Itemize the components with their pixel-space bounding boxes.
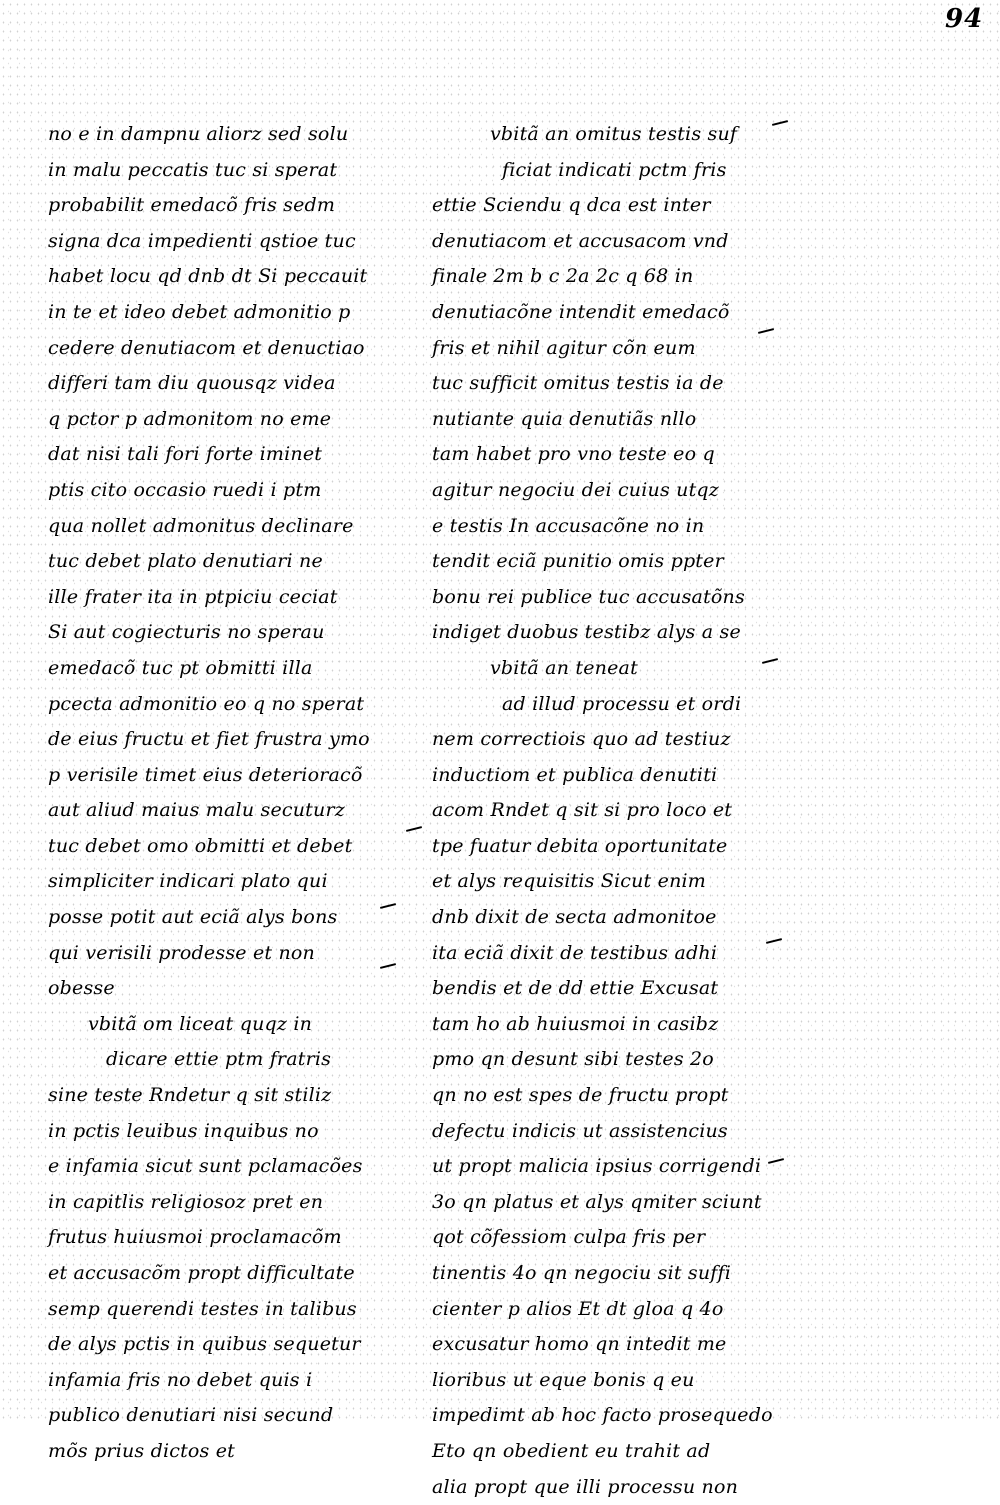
manuscript-line: de alys pctis in quibus sequetur	[48, 1333, 361, 1356]
manuscript-line: nutiante quia denutiãs nllo	[432, 407, 697, 430]
manuscript-line: publico denutiari nisi secund	[48, 1404, 334, 1427]
manuscript-line: ptis cito occasio ruedi i ptm	[48, 478, 322, 501]
manuscript-line: agitur negociu dei cuius utqz	[432, 478, 719, 501]
manuscript-line: qua nollet admonitus declinare	[48, 514, 354, 537]
manuscript-line: ettie Sciendu q dca est inter	[432, 194, 711, 217]
manuscript-line: vbitã an omitus testis suf	[490, 123, 738, 145]
manuscript-line: finale 2m b c 2a 2c q 68 in	[432, 265, 694, 288]
manuscript-line: e infamia sicut sunt pclamacões	[48, 1155, 363, 1178]
manuscript-line: vbitã an teneat	[490, 656, 638, 679]
manuscript-line: dat nisi tali fori forte iminet	[48, 443, 323, 466]
manuscript-line: fris et nihil agitur cõn eum	[432, 336, 696, 359]
manuscript-line: in te et ideo debet admonitio p	[48, 300, 351, 323]
manuscript-line: infamia fris no debet quis i	[48, 1368, 313, 1391]
manuscript-line: ad illud processu et ordi	[502, 692, 742, 715]
manuscript-line: in malu peccatis tuc si sperat	[48, 158, 338, 181]
manuscript-line: alia propt que illi processu non	[432, 1475, 739, 1498]
manuscript-line: obesse	[48, 977, 115, 1000]
manuscript-line: sine teste Rndetur q sit stiliz	[48, 1084, 332, 1107]
manuscript-line: emedacõ tuc pt obmitti illa	[48, 656, 313, 679]
manuscript-line: ficiat indicati pctm fris	[502, 158, 727, 181]
manuscript-line: simpliciter indicari plato qui	[48, 870, 328, 893]
manuscript-line: Si aut cogiecturis no sperau	[48, 621, 325, 644]
manuscript-line: ut propt malicia ipsius corrigendi	[432, 1155, 762, 1178]
manuscript-line: tpe fuatur debita oportunitate	[432, 834, 728, 857]
manuscript-line: tuc debet plato denutiari ne	[48, 550, 323, 573]
manuscript-line: aut aliud maius malu secuturz	[48, 799, 345, 822]
manuscript-line: et accusacõm propt difficultate	[48, 1262, 355, 1284]
manuscript-line: Eto qn obedient eu trahit ad	[432, 1439, 711, 1462]
manuscript-line: cienter p alios Et dt gloa q 4o	[432, 1297, 724, 1320]
manuscript-line: q pctor p admonitom no eme	[48, 407, 332, 430]
manuscript-line: pmo qn desunt sibi testes 2o	[432, 1048, 714, 1071]
manuscript-line: vbitã om liceat quqz in	[88, 1012, 313, 1035]
manuscript-line: qot cõfessiom culpa fris per	[432, 1226, 706, 1249]
manuscript-line: differi tam diu quousqz videa	[48, 372, 336, 395]
manuscript-line: defectu indicis ut assistencius	[432, 1119, 728, 1142]
manuscript-line: 3o qn platus et alys qmiter sciunt	[432, 1190, 762, 1213]
manuscript-line: ita eciã dixit de testibus adhi	[432, 941, 718, 964]
manuscript-line: denutiacom et accusacom vnd	[432, 229, 729, 252]
manuscript-line: dicare ettie ptm fratris	[106, 1048, 332, 1071]
manuscript-line: tuc debet omo obmitti et debet	[48, 834, 353, 857]
manuscript-line: bonu rei publice tuc accusatõns	[432, 585, 745, 608]
manuscript-line: nem correctiois quo ad testiuz	[432, 728, 731, 751]
manuscript-line: posse potit aut eciã alys bons	[48, 906, 338, 929]
manuscript-line: excusatur homo qn intedit me	[432, 1333, 727, 1356]
manuscript-line: probabilit emedacõ fris sedm	[48, 194, 336, 217]
manuscript-line: tam habet pro vno teste eo q	[432, 443, 715, 466]
manuscript-line: indiget duobus testibz alys a se	[432, 621, 741, 644]
manuscript-line: ille frater ita in ptpiciu ceciat	[48, 585, 338, 608]
manuscript-line: impedimt ab hoc facto prosequedo	[432, 1404, 773, 1427]
manuscript-line: et alys requisitis Sicut enim	[432, 870, 706, 893]
manuscript-line: tinentis 4o qn negociu sit suffi	[432, 1262, 732, 1284]
margin-mark	[406, 826, 422, 832]
manuscript-line: qui verisili prodesse et non	[48, 941, 315, 964]
right-text-column	[432, 117, 777, 1505]
manuscript-line: bendis et de dd ettie Excusat	[432, 977, 719, 1000]
manuscript-line: no e in dampnu aliorz sed solu	[48, 123, 349, 145]
manuscript-line: signa dca impedienti qstioe tuc	[48, 229, 356, 252]
manuscript-line: mõs prius dictos et	[48, 1439, 236, 1462]
manuscript-line: habet locu qd dnb dt Si peccauit	[48, 265, 368, 288]
manuscript-line: semp querendi testes in talibus	[48, 1297, 357, 1320]
manuscript-line: tuc sufficit omitus testis ia de	[432, 372, 724, 395]
manuscript-line: e testis In accusacõne no in	[432, 514, 705, 537]
manuscript-line: in capitlis religiosoz pret en	[48, 1190, 324, 1213]
folio-number: 94	[945, 4, 984, 34]
manuscript-line: acom Rndet q sit si pro loco et	[432, 799, 733, 822]
manuscript-line: cedere denutiacom et denuctiao	[48, 336, 365, 359]
manuscript-line: dnb dixit de secta admonitoe	[432, 906, 717, 929]
manuscript-line: lioribus ut eque bonis q eu	[432, 1368, 695, 1391]
manuscript-line: tam ho ab huiusmoi in casibz	[432, 1012, 719, 1035]
manuscript-line: qn no est spes de fructu propt	[432, 1084, 729, 1107]
manuscript-line: inductiom et publica denutiti	[432, 763, 718, 786]
manuscript-line: tendit eciã punitio omis ppter	[432, 550, 724, 573]
left-text-column	[48, 117, 393, 1470]
manuscript-line: in pctis leuibus inquibus no	[48, 1119, 319, 1142]
manuscript-line: de eius fructu et fiet frustra ymo	[48, 728, 370, 751]
manuscript-line: pcecta admonitio eo q no sperat	[48, 692, 365, 715]
manuscript-line: frutus huiusmoi proclamacõm	[48, 1226, 342, 1249]
manuscript-line: p verisile timet eius deterioracõ	[48, 763, 363, 786]
manuscript-line: denutiacõne intendit emedacõ	[432, 300, 730, 323]
